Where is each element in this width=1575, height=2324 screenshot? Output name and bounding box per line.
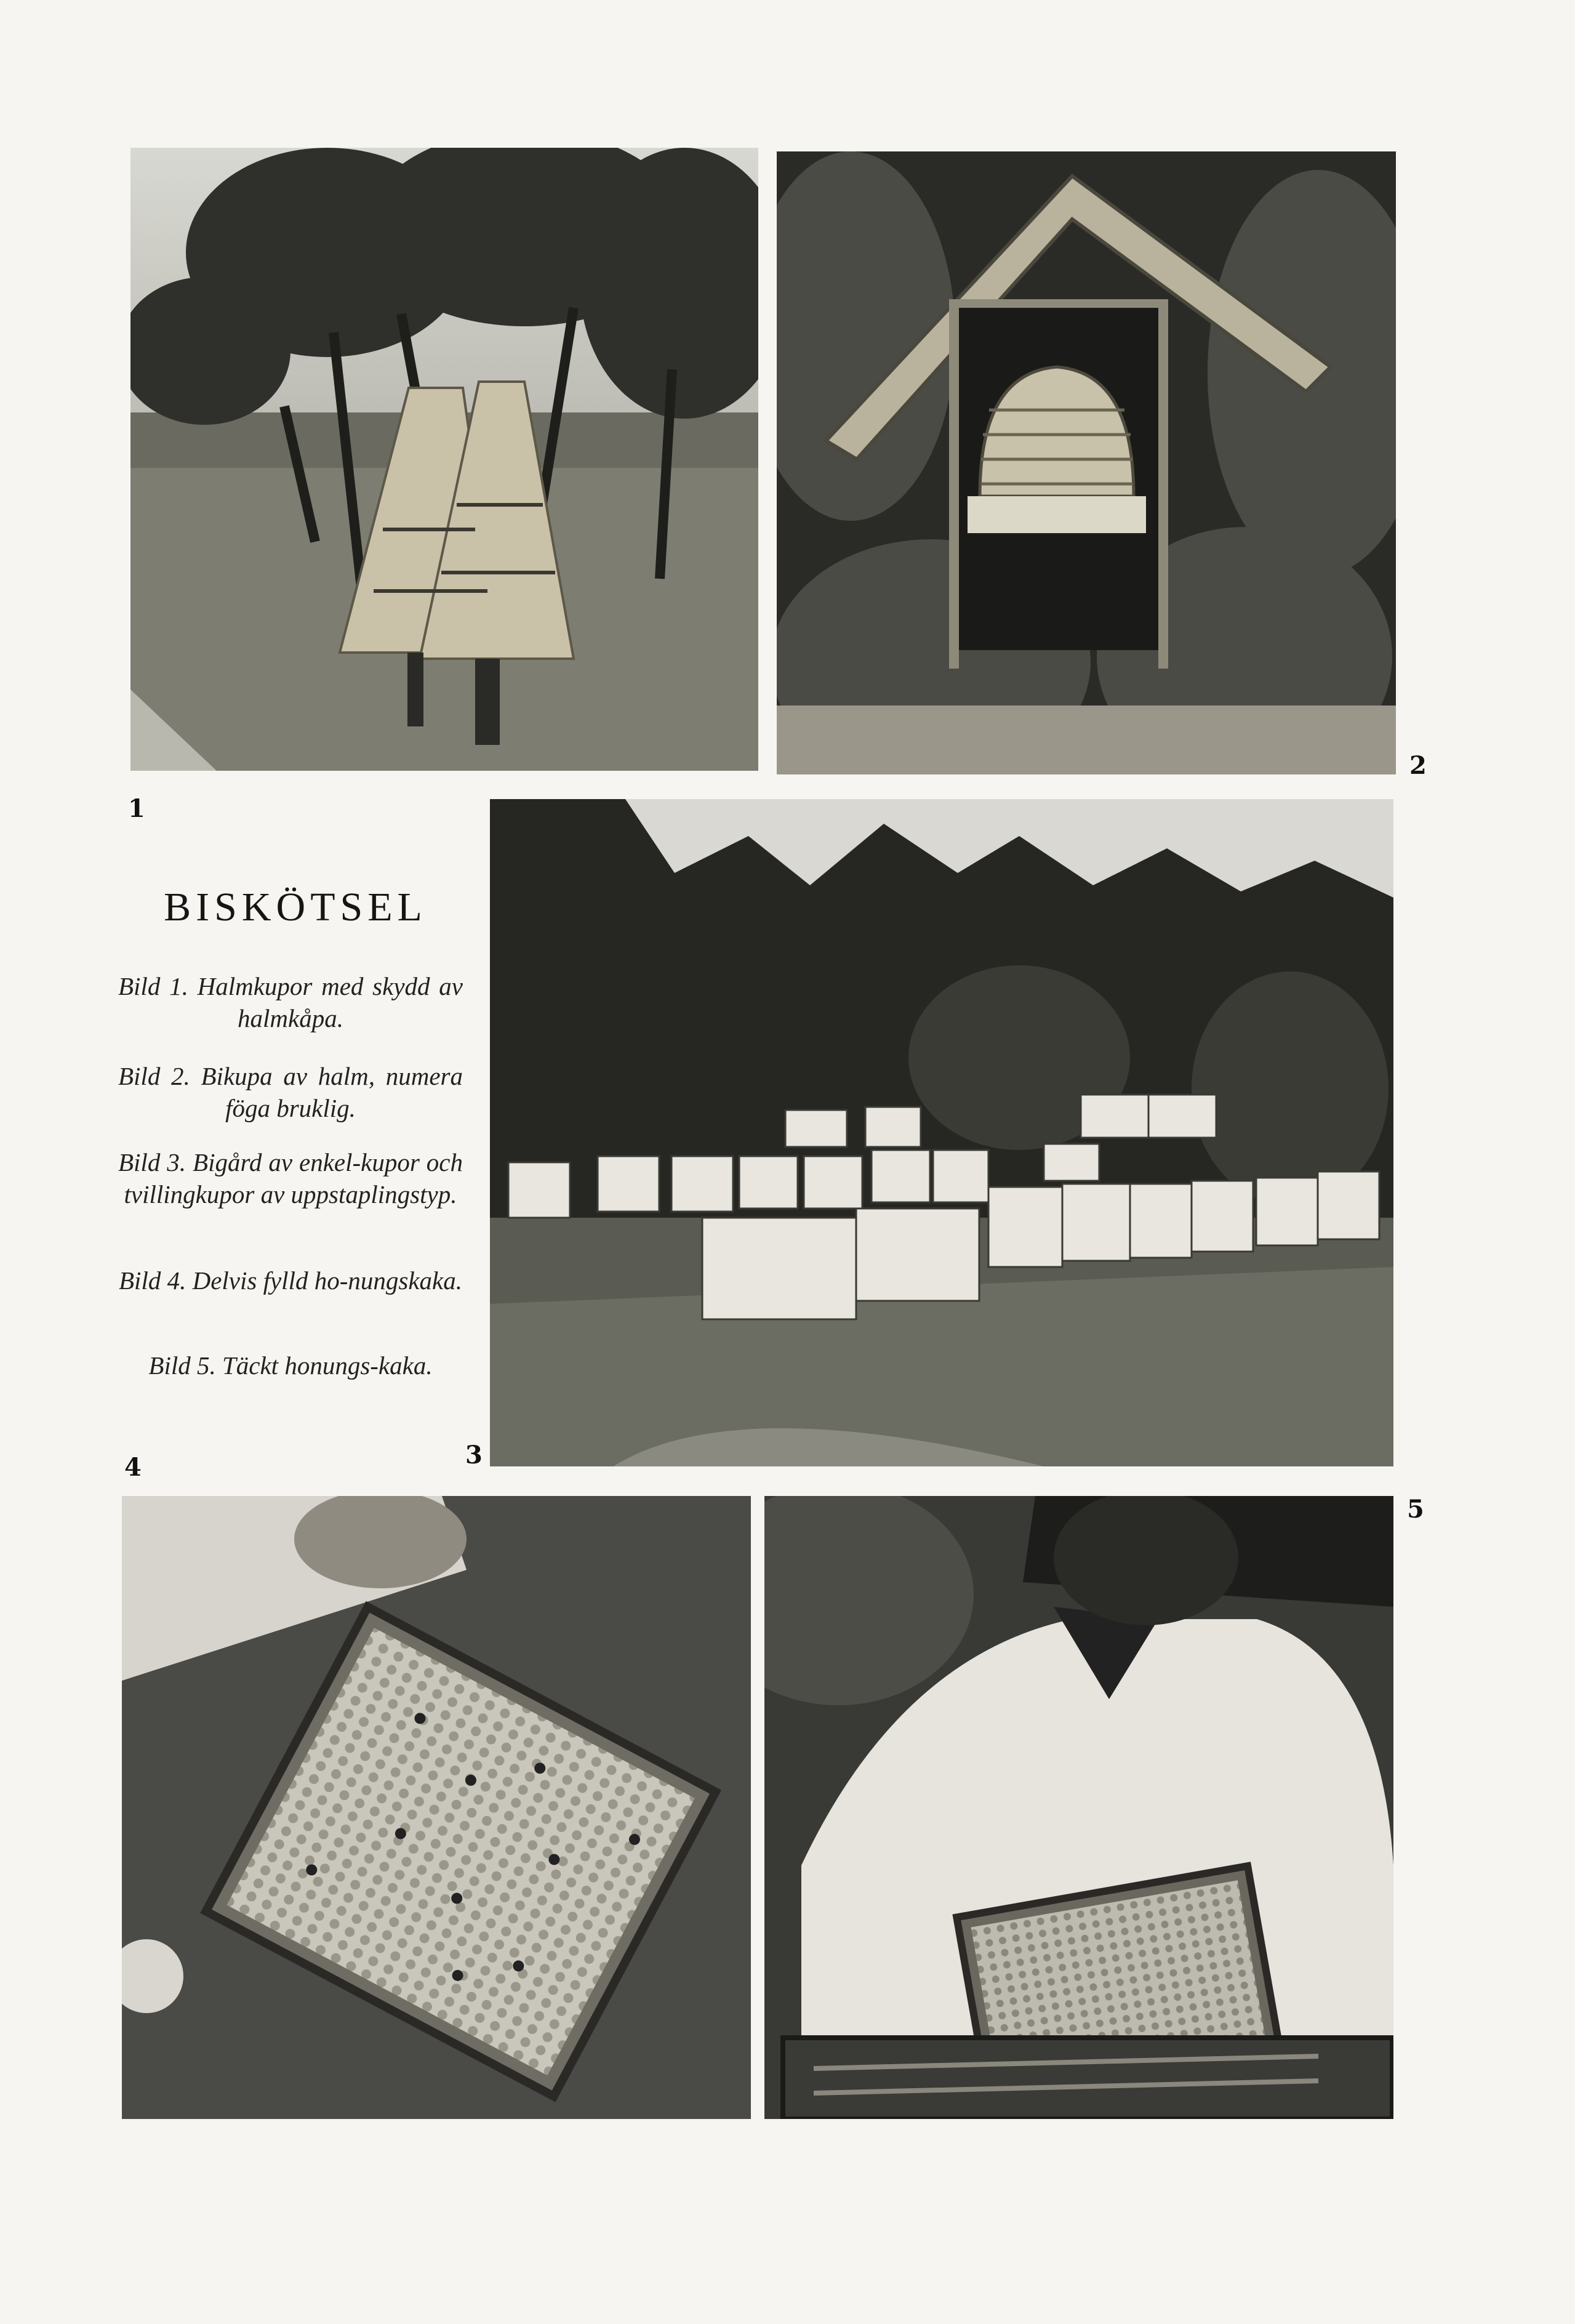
photo-partly-filled-honeycomb <box>122 1496 751 2119</box>
photo-thatched-shelter-skep <box>777 151 1396 774</box>
photo-apiary <box>490 799 1393 1466</box>
caption-1: Bild 1. Halmkupor med skydd av halmkåpa. <box>118 972 463 1032</box>
figure-number-5: 5 <box>1407 1495 1424 1524</box>
caption-3: Bild 3. Bigård av enkel-kupor och tvillingkupor av uppstaplingstyp. <box>118 1148 463 1208</box>
figure-number-2: 2 <box>1409 751 1427 780</box>
caption-2: Bild 2. Bikupa av halm, numera föga bruklig. <box>118 1062 463 1122</box>
photo-straw-hives <box>130 148 758 771</box>
caption-4: Bild 4. Delvis fylld ho-nungskaka. <box>119 1266 462 1295</box>
figure-number-4: 4 <box>124 1453 142 1482</box>
figure-number-3: 3 <box>465 1441 483 1470</box>
photo-capped-honeycomb <box>764 1496 1393 2119</box>
figure-number-1: 1 <box>128 794 145 823</box>
page-title: BISKÖTSEL <box>164 885 427 930</box>
caption-5: Bild 5. Täckt honungs-kaka. <box>148 1351 433 1380</box>
